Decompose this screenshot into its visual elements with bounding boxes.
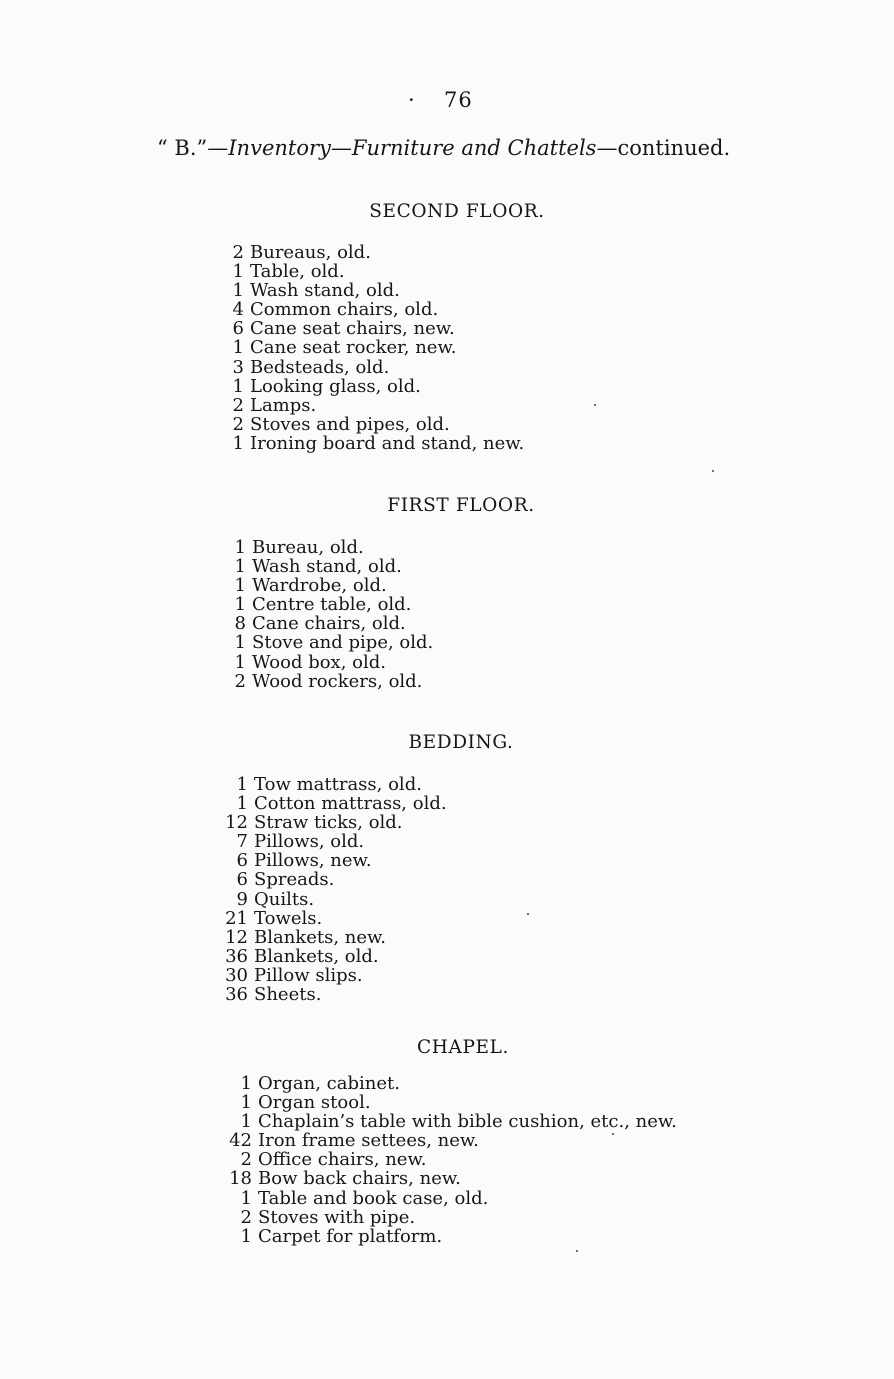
item-description: Bow back chairs, new. [258,1168,461,1190]
item-quantity: 30 [225,964,248,986]
item-description: Cane chairs, old. [252,613,406,635]
item-quantity: 8 [234,613,246,635]
item-quantity: 1 [232,432,244,454]
item-description: Lamps. [250,394,317,416]
item-description: Looking glass, old. [250,375,421,397]
item-quantity: 1 [234,632,246,654]
item-description: Tow mattrass, old. [254,774,422,795]
item-quantity: 6 [236,850,248,872]
item-quantity: 1 [240,1092,252,1114]
list-item [218,358,524,377]
item-description: Bedsteads, old. [250,356,390,378]
item-description: Bureaus, old. [250,242,371,263]
item-description: Towels. [254,907,323,929]
item-quantity: 1 [234,594,246,616]
item-description: Common chairs, old. [250,299,439,321]
section-title-second-floor: SECOND FLOOR. [369,201,545,222]
item-quantity: 2 [240,1149,252,1171]
item-description: Organ stool. [258,1092,371,1114]
list-item [218,1150,677,1169]
list-item [218,851,447,870]
list-item [218,1131,677,1150]
list-item [218,909,447,928]
list-item [218,243,524,262]
list-first-floor [218,538,433,691]
item-quantity: 12 [225,812,248,834]
item-quantity: 9 [236,888,248,910]
item-description: Stoves with pipe. [258,1206,416,1228]
item-description: Carpet for platform. [258,1225,443,1247]
item-description: Pillow slips. [254,964,363,986]
list-item [218,300,524,319]
list-item [218,633,433,652]
page-number-value: 76 [444,88,473,112]
list-item [218,557,433,576]
header-dash: — [596,136,618,160]
item-quantity: 42 [229,1130,252,1152]
item-quantity: 7 [236,831,248,853]
list-item [218,928,447,947]
item-quantity: 1 [234,575,246,597]
list-item [218,434,524,453]
item-quantity: 1 [232,375,244,397]
list-item [218,1112,677,1131]
list-item [218,576,433,595]
item-description: Wash stand, old. [252,556,402,578]
item-quantity: 1 [232,337,244,359]
list-item [218,966,447,985]
paper-speck [576,1250,578,1252]
item-description: Wood box, old. [252,651,386,673]
item-description: Spreads. [254,869,335,891]
list-item [218,985,447,1004]
item-quantity: 12 [225,926,248,948]
item-quantity: 36 [225,984,248,1006]
list-item [218,396,524,415]
item-description: Table, old. [250,261,345,283]
item-description: Ironing board and stand, new. [250,432,525,454]
list-item [218,775,447,794]
item-description: Wood rockers, old. [252,670,423,692]
header-prefix: “ B.” [157,136,208,160]
item-quantity: 36 [225,945,248,967]
item-quantity: 1 [240,1111,252,1133]
list-item [218,1074,677,1093]
item-quantity: 2 [240,1206,252,1228]
item-description: Centre table, old. [252,594,412,616]
list-bedding [218,775,447,1004]
item-quantity: 1 [234,556,246,578]
paper-speck [527,913,529,915]
paper-speck [712,470,714,472]
item-quantity: 4 [232,299,244,321]
list-chapel [218,1074,677,1246]
item-description: Wash stand, old. [250,280,400,302]
item-quantity: 1 [232,280,244,302]
list-item [218,415,524,434]
section-title-chapel: CHAPEL. [417,1037,509,1058]
item-description: Cane seat chairs, new. [250,318,455,340]
item-quantity: 1 [240,1073,252,1094]
item-quantity: 18 [229,1168,252,1190]
item-description: Quilts. [254,888,315,910]
item-quantity: 1 [236,793,248,815]
list-item [218,870,447,889]
item-description: Pillows, new. [254,850,372,872]
item-quantity: 2 [232,394,244,416]
paper-speck [612,1133,614,1135]
list-item [218,813,447,832]
item-description: Iron frame settees, new. [258,1130,479,1152]
item-quantity: 1 [240,1225,252,1247]
item-description: Stove and pipe, old. [252,632,434,654]
header-dash: — [207,136,229,160]
header-dash: — [330,136,352,160]
list-item [218,614,433,633]
list-item [218,319,524,338]
item-description: Chaplain’s table with bible cushion, etc., new. [258,1111,677,1133]
list-item [218,338,524,357]
item-quantity: 1 [236,774,248,795]
running-head [157,136,730,160]
item-quantity: 3 [232,356,244,378]
item-description: Cane seat rocker, new. [250,337,457,359]
section-title-bedding: BEDDING. [408,732,514,753]
list-item [218,794,447,813]
item-description: Wardrobe, old. [252,575,387,597]
header-continued: continued. [617,136,731,160]
paper-speck [594,404,596,406]
list-item [218,890,447,909]
item-quantity: 6 [236,869,248,891]
list-item [218,832,447,851]
item-description: Organ, cabinet. [258,1073,400,1094]
list-second-floor [218,243,524,453]
item-quantity: 21 [225,907,248,929]
item-description: Bureau, old. [252,537,364,558]
item-quantity: 2 [232,413,244,435]
section-title-first-floor: FIRST FLOOR. [387,495,535,516]
item-quantity: 6 [232,318,244,340]
item-description: Stoves and pipes, old. [250,413,450,435]
item-description: Office chairs, new. [258,1149,427,1171]
list-item [218,377,524,396]
list-item [218,1189,677,1208]
list-item [218,1227,677,1246]
list-item [218,1169,677,1188]
list-item [218,281,524,300]
item-quantity: 2 [232,242,244,263]
list-item [218,262,524,281]
item-description: Straw ticks, old. [254,812,403,834]
header-furniture: Furniture and Chattels [351,136,597,160]
page-number-dot: · [408,88,416,112]
item-description: Blankets, new. [254,926,387,948]
item-quantity: 1 [240,1187,252,1209]
list-item [218,1208,677,1227]
item-quantity: 1 [234,537,246,558]
list-item [218,595,433,614]
list-item [218,1093,677,1112]
item-description: Pillows, old. [254,831,365,853]
list-item [218,947,447,966]
item-description: Cotton mattrass, old. [254,793,447,815]
list-item [218,653,433,672]
list-item [218,538,433,557]
item-description: Blankets, old. [254,945,379,967]
item-quantity: 1 [234,651,246,673]
header-inventory: Inventory [228,136,331,160]
list-item [218,672,433,691]
item-description: Table and book case, old. [258,1187,489,1209]
item-description: Sheets. [254,984,322,1006]
item-quantity: 2 [234,670,246,692]
item-quantity: 1 [232,261,244,283]
